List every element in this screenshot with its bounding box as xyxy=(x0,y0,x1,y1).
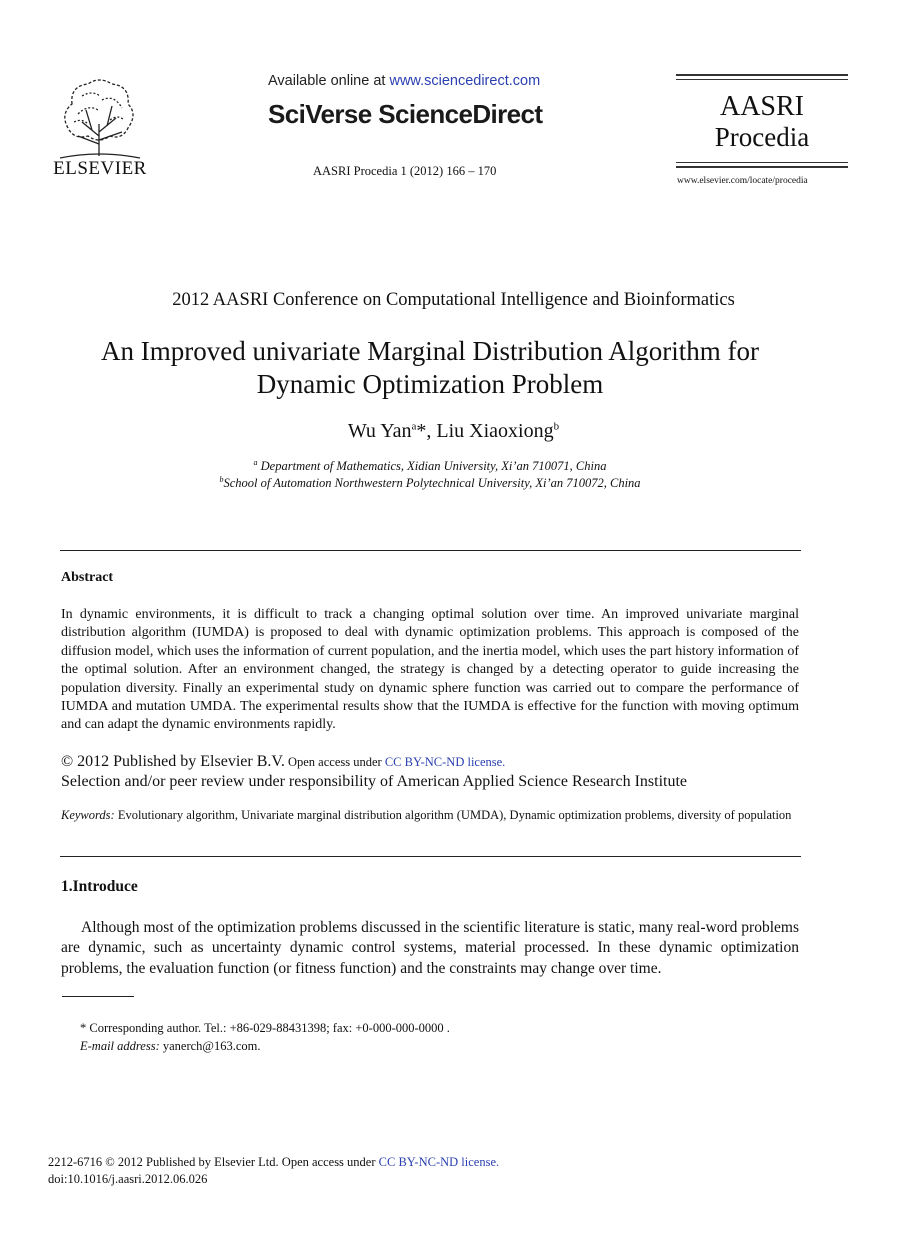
author-2: Liu Xiaoxiong xyxy=(431,420,554,442)
brand-rule-top-thin xyxy=(676,79,848,80)
sciencedirect-link[interactable]: www.sciencedirect.com xyxy=(389,73,541,89)
corresponding-mark: *, xyxy=(416,420,432,442)
copyright-text: © 2012 Published by Elsevier B.V. xyxy=(61,753,285,770)
doi[interactable]: doi:10.1016/j.aasri.2012.06.026 xyxy=(48,1172,208,1186)
rule-below-keywords xyxy=(60,856,801,857)
keywords xyxy=(61,807,799,824)
footer-open-access: Open access under xyxy=(278,1155,379,1169)
intro-paragraph: Although most of the optimization problems discussed in the scientific literature is static, many real-word problems are dynamic, such as uncertainty dynamic control systems, material processed. In these dynamic optimization problems, the evaluation function (or fitness function) and the constraints may change over time. xyxy=(61,919,799,977)
affiliation-b-text: School of Automation Northwestern Polytechnical University, Xi’an 710072, China xyxy=(223,476,641,491)
paper-title: An Improved univariate Marginal Distribution Algorithm for Dynamic Optimization Problem xyxy=(101,336,759,399)
platform-logo: SciVerse ScienceDirect xyxy=(268,99,543,129)
affiliation-a-mark: a xyxy=(253,458,258,467)
abstract-text: In dynamic environments, it is difficult to track a changing optimal solution over time. An improved univariate marginal distribution algorithm (IUMDA) is proposed to deal with dynamic optimization problems. This approach is composed of the diffusion model, which uses the information of current population, and the inertia model, which uses the part history information of the optimal solution. After an environment changed, the strategy is changed by a detecting operator to guide increasing the population diversity. Finally an experimental study on dynamic sphere function was carried out to compare the performance of IUMDA and mutation UMDA. The experimental results show that the IUMDA is effective for the function with moving optimum and can adapt the dynamic environments rapidly. xyxy=(61,607,799,733)
footnote-rule xyxy=(62,996,134,997)
available-online xyxy=(268,73,540,89)
conference-name: 2012 AASRI Conference on Computational Intelligence and Bioinformatics xyxy=(172,290,735,310)
keywords-label: Keywords: xyxy=(61,808,115,822)
brand-rule-top xyxy=(676,74,848,76)
available-prefix: Available online at xyxy=(268,73,390,89)
page-footer xyxy=(48,1154,499,1188)
brand-rule-bottom-thin xyxy=(676,162,848,163)
affiliation-b xyxy=(0,475,860,491)
journal-brand-box xyxy=(676,74,848,171)
affiliation-a-text: Department of Mathematics, Xidian University, Xi’an 710071, China xyxy=(257,459,607,474)
corresponding-author: * Corresponding author. Tel.: +86-029-88431398; fax: +0-000-000-0000 . xyxy=(80,1021,450,1035)
author-1: Wu Yan xyxy=(347,420,412,442)
journal-url[interactable]: www.elsevier.com/locate/procedia xyxy=(677,176,808,186)
brand-subtitle: Procedia xyxy=(714,122,810,152)
copyright-line xyxy=(61,752,687,772)
issn-line xyxy=(48,1154,499,1171)
affiliation-b-mark: b xyxy=(219,475,224,484)
footer-license-link[interactable]: CC BY-NC-ND license. xyxy=(378,1155,500,1169)
footnote xyxy=(80,1019,450,1055)
affiliation-a xyxy=(0,458,860,474)
license-link[interactable]: CC BY-NC-ND license. xyxy=(384,755,506,769)
author-1-affil-mark: a xyxy=(411,420,417,433)
keywords-text: Evolutionary algorithm, Univariate marginal distribution algorithm (UMDA), Dynamic optimization problems, diversity of population xyxy=(114,808,792,822)
author-2-affil-mark: b xyxy=(553,420,560,433)
copyright-block xyxy=(61,752,687,792)
peer-review-line: Selection and/or peer review under responsibility of American Applied Science Research Institute xyxy=(61,773,688,790)
section-heading-introduce: 1.Introduce xyxy=(61,878,138,895)
brand-rule-bottom xyxy=(676,166,848,168)
email-line xyxy=(80,1037,450,1055)
issn-text: 2212-6716 © 2012 Published by Elsevier Ltd. xyxy=(48,1155,279,1169)
rule-above-abstract xyxy=(60,550,801,551)
elsevier-wordmark: ELSEVIER xyxy=(53,158,147,179)
open-access-text: Open access under xyxy=(284,755,385,769)
email-address[interactable]: yanerch@163.com. xyxy=(159,1039,261,1053)
brand-title: AASRI xyxy=(719,91,804,122)
author-line xyxy=(0,420,907,443)
email-label: E-mail address: xyxy=(80,1039,160,1053)
abstract-heading: Abstract xyxy=(61,570,114,585)
journal-reference: AASRI Procedia 1 (2012) 166 – 170 xyxy=(313,164,497,178)
